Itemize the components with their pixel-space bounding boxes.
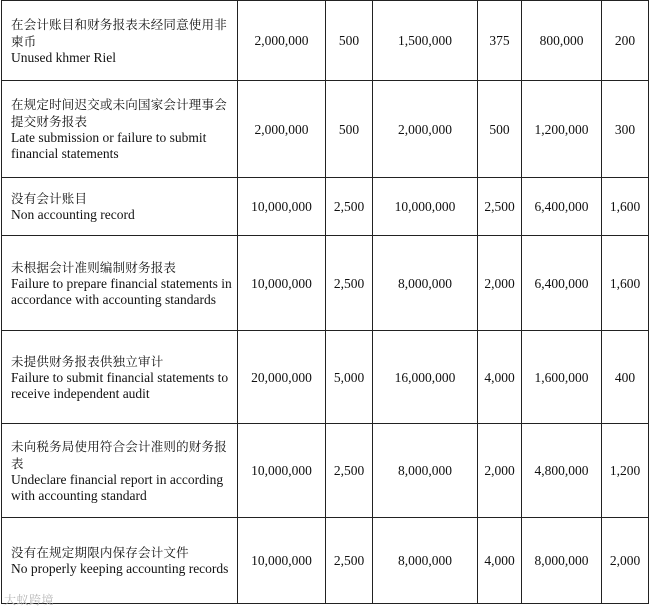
violation-zh: 未向税务局使用符合会计准则的财务报表 <box>11 438 227 471</box>
table-row <box>2 1 649 81</box>
amount-cell: 10,000,000 <box>373 178 478 236</box>
amount-cell: 16,000,000 <box>373 331 478 424</box>
violation-zh: 在会计账目和财务报表未经同意使用非柬币 <box>11 16 227 49</box>
violation-zh: 没有会计账目 <box>11 191 88 206</box>
violation-cell <box>2 236 238 331</box>
watermark-logo: 大蚁跨境 <box>4 593 55 607</box>
amount-cell: 10,000,000 <box>238 236 326 331</box>
amount-cell: 5,000 <box>326 331 373 424</box>
violation-cell <box>2 178 238 236</box>
amount-cell: 2,000,000 <box>373 81 478 178</box>
amount-cell: 375 <box>478 1 522 81</box>
amount-cell: 300 <box>602 81 649 178</box>
amount-cell: 1,600 <box>602 236 649 331</box>
table-row <box>2 236 649 331</box>
violation-en: Non accounting record <box>11 207 135 222</box>
violation-zh: 未根据会计准则编制财务报表 <box>11 259 177 275</box>
violation-zh: 未提供财务报表供独立审计 <box>11 353 164 369</box>
amount-cell: 1,200 <box>602 424 649 518</box>
amount-cell: 2,000 <box>602 518 649 604</box>
amount-cell: 1,200,000 <box>522 81 602 178</box>
amount-cell: 1,600,000 <box>522 331 602 424</box>
violation-en: Late submission or failure to submit financial statements <box>11 130 207 161</box>
fines-table <box>1 0 649 604</box>
violation-zh: 没有在规定期限内保存会计文件 <box>11 545 189 560</box>
amount-cell: 2,000,000 <box>238 81 326 178</box>
violation-en: Unused khmer Riel <box>11 49 116 65</box>
amount-cell: 2,000 <box>478 424 522 518</box>
table-row <box>2 518 649 604</box>
amount-cell: 2,500 <box>326 178 373 236</box>
amount-cell: 800,000 <box>522 1 602 81</box>
violation-en: No properly keeping accounting records <box>11 561 229 576</box>
amount-cell: 200 <box>602 1 649 81</box>
amount-cell: 4,000 <box>478 518 522 604</box>
amount-cell: 1,600 <box>602 178 649 236</box>
violation-cell <box>2 424 238 518</box>
amount-cell: 2,500 <box>478 178 522 236</box>
table-row <box>2 81 649 178</box>
table-row <box>2 424 649 518</box>
amount-cell: 4,800,000 <box>522 424 602 518</box>
violation-en: Failure to prepare financial statements in accordance with accounting standards <box>11 275 232 307</box>
amount-cell: 400 <box>602 331 649 424</box>
amount-cell: 2,000,000 <box>238 1 326 81</box>
amount-cell: 10,000,000 <box>238 178 326 236</box>
amount-cell: 8,000,000 <box>373 518 478 604</box>
amount-cell: 500 <box>326 1 373 81</box>
table-body <box>2 1 649 604</box>
table-row <box>2 178 649 236</box>
violation-en: Failure to submit financial statements to receive independent audit <box>11 369 229 401</box>
amount-cell: 2,500 <box>326 518 373 604</box>
table-row <box>2 331 649 424</box>
violation-cell <box>2 1 238 81</box>
violation-cell <box>2 81 238 178</box>
amount-cell: 10,000,000 <box>238 424 326 518</box>
amount-cell: 2,500 <box>326 424 373 518</box>
amount-cell: 8,000,000 <box>522 518 602 604</box>
amount-cell: 10,000,000 <box>238 518 326 604</box>
amount-cell: 2,500 <box>326 236 373 331</box>
amount-cell: 20,000,000 <box>238 331 326 424</box>
amount-cell: 2,000 <box>478 236 522 331</box>
violation-cell <box>2 331 238 424</box>
violation-zh: 在规定时间迟交或未向国家会计理事会提交财务报表 <box>11 97 227 129</box>
amount-cell: 4,000 <box>478 331 522 424</box>
violation-en: Undeclare financial report in according with accounting standard <box>11 471 224 503</box>
amount-cell: 6,400,000 <box>522 236 602 331</box>
amount-cell: 500 <box>326 81 373 178</box>
amount-cell: 500 <box>478 81 522 178</box>
amount-cell: 6,400,000 <box>522 178 602 236</box>
amount-cell: 8,000,000 <box>373 236 478 331</box>
amount-cell: 8,000,000 <box>373 424 478 518</box>
amount-cell: 1,500,000 <box>373 1 478 81</box>
